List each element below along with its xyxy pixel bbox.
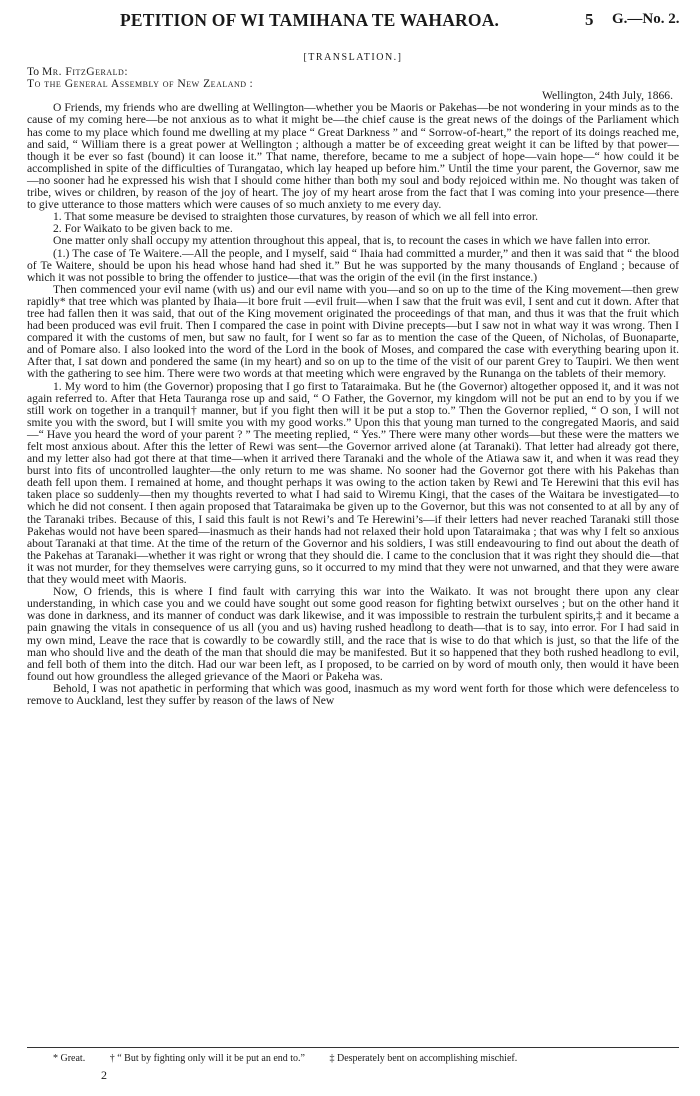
- address-recipient: Mr. FitzGerald: [41, 65, 125, 79]
- footnote-2: † “ But by fighting only will it be put an end to.”: [109, 1053, 305, 1064]
- paragraph-request-2: 2. For Waikato to be given back to me.: [53, 222, 233, 236]
- page-title: PETITION OF WI TAMIHANA TE WAHAROA.: [120, 10, 500, 30]
- footnotes: [53, 1053, 539, 1064]
- paragraph-intro: One matter only shall occupy my attention throughout this appeal, that is, to recount the cases in which we have fallen into error.: [53, 234, 651, 248]
- document-body: [27, 52, 679, 707]
- signature-mark: 2: [101, 1068, 107, 1082]
- paragraph-king-movement: Then commenced your evil name (with us) and our evil name with you—and so on up to the time of the King movement—then grew rapidly* that tree which was planted by Ihaia—it bore fruit —evil fruit—when I saw that the fruit was evil, I sent and cut it down. After that tree had fallen then it was said, that out of the King movement originated the proceedings of that man, and thus it was that the fruit which had been produced was evil fruit. Then I compared the case in point with Divine precepts—but I saw not in what way it was wrong. Then I compared it with the customs of men, but saw no fault, for I went so far as to mention the case of the Queen, of Nicholas, of Buonaparte, and of Pomare also. I also looked into the word of the Lord in the book of Moses, and compared the case with everything bearing upon it. After that, I sat down and pondered the same (in my heart) and so on up to the time of the visit of our parent Grey to Taupiri. We then went with the gathering to see him. There were two words at that meeting which were engraved by the Runanga on the tablets of their memory.: [27, 282, 679, 381]
- address-prefix: To: [27, 65, 42, 79]
- page-header: [0, 10, 700, 34]
- paragraph-te-waitere: (1.) The case of Te Waitere.—All the people, and I myself, said “ Ihaia had committed a murder,” and then it was said that “ the blood of Te Waitere, should be upon his head whose hand had shed it.” But he was supported by the many thousands of England ; because of which it was not possible to bring the offender to justice—that was the origin of the evil (in the first instance.): [27, 246, 679, 284]
- footnote-divider: [27, 1047, 679, 1048]
- address-colon-2: :: [246, 77, 253, 91]
- paragraph-request-1: 1. That some measure be devised to straighten those curvatures, by reason of which we all fell into error.: [53, 210, 538, 224]
- document-reference: G.—No. 2.: [612, 11, 680, 27]
- letter-date: Wellington, 24th July, 1866.: [542, 89, 673, 103]
- footnote-3: ‡ Desperately bent on accomplishing mischief.: [329, 1053, 518, 1064]
- address-assembly: General Assembly of New Zealand: [64, 77, 247, 91]
- translation-label: [TRANSLATION.]: [303, 52, 403, 63]
- address-prefix-2: To the: [27, 77, 65, 91]
- paragraph-tataraimaka: 1. My word to him (the Governor) proposing that I go first to Tataraimaka. But he (the Governor) altogether opposed it, and it was not again referred to. After that Heta Tauranga rose up and said, “ O Father, the Governor, my kingdom will not be put an end to by you if we still work on together in a tranquil† manner, but if you fight then will it be put a stop to.” Then the Governor replied, “ O son, I will not smite you with the sword, but I will smite you with my good works.” Upon this that young man turned to the congregated Maoris, and said—“ Have you heard the word of your parent ? ” The meeting replied, “ Yes.” There were many other words—but these were the matters we felt most anxious about. After this the letter of Rewi was sent—the Governor arrived alone (at Taranaki). That letter had already got there, and my letter also had got there at that time—when it arrived there Taranaki and the whole of the Atiawa saw it, and when it was read they burst into fits of uncontrolled laughter—the only return to me was shame. No sooner had the Governor got there with his Pakehas than death fell upon them. I remained at home, and thought perhaps it was owing to the action taken by Rewi and Te Herewini that this evil has taken place so suddenly—then my thoughts reverted to what I had said to Wiremu Kingi, that the cases of the Waitara be investigated—to which he did not consent. I then again proposed that Tataraimaka be given up to the Governor, but this was not consented to at all by any of the Taranaki tribes. Because of this, I said this fault is not Rewi’s and Te Herewini’s—if their letters had never reached Taranaki still those Pakehas would not have been spared—inasmuch as their hands had not relaxed their hold upon Tataraimaka ; that was why I felt so anxious about Taranaki at that time. At the time of the return of the Governor and his soldiers, I was still endeavouring to find out about the death of the Pakehas at Taranaki—whether it was right or wrong that they should die. I came to the conclusion that it was right they should die—that it was not murder, for they themselves were carrying guns, so it occurred to my mind that they were not unwarned, and that they were aware that they would meet with Maoris.: [27, 379, 679, 587]
- footnote-1: * Great.: [53, 1053, 86, 1064]
- paragraph-waikato-war: Now, O friends, this is where I find fault with carrying this war into the Waikato. It was not brought there upon any clear understanding, in which case you and we could have sought out some good reason for fighting betwixt ourselves ; but on the other hand it was done in darkness, and its manner of conduct was dark likewise, and it was impossible to restrain the turbulent spirits,‡ and it became a pain gnawing the vitals in consequence of us all (you and us) having rushed headlong to death—that is to say, into error. For I had said in my own mind, Leave the race that is cowardly to be cowardly still, and the race that is wise to do that which is just, so that the life of the man who should live and the death of the man that should die may be manifested. But it so happened that they both rushed headlong to evil, and fell both of them into the ditch. Had our war been left, as I proposed, to be carried on by word of mouth only, then would it have been found out how groundless the alleged grievance of the Maori or Pakeha was.: [27, 585, 679, 683]
- page-number: 5: [585, 10, 594, 29]
- address-colon: :: [124, 65, 128, 79]
- paragraph-opening: O Friends, my friends who are dwelling at Wellington—whether you be Maoris or Pakehas—be not wondering in your minds as to the cause of my coming here—be not anxious as to what it might be—the chief cause is the great news of the doings of the Parliament which has come to my place which found me dwelling at my place “ Great Darkness ” and “ Sorrow-of-heart,” the report of its doings reached me, and said, “ William there is a great power at Wellington ; although a matter be of exceeding great weight it can be lifted by that power—though it be ever so fast (bound) it can loose it.” That name, therefore, became to me a subject of hope—vain hope—“ how could it be accomplished in spite of the difficulties of Turangatao, which lay heaped up before him.” Until the time your parent, the Governor, saw me—no sooner had he expressed his wish that I should come hither than both my soul and body rejoiced within me. No thought was taken of tribe, wives or children, by reason of the joy of heart. The joy of my heart arose from the fact that I was coming into your presence—there to give utterance to those matters which were causes of so much anxiety to me every day.: [27, 101, 679, 212]
- paragraph-behold: Behold, I was not apathetic in performing that which was good, inasmuch as my word went forth for those which were defenceless to remove to Auckland, lest they suffer by reason of the laws of New: [27, 681, 679, 707]
